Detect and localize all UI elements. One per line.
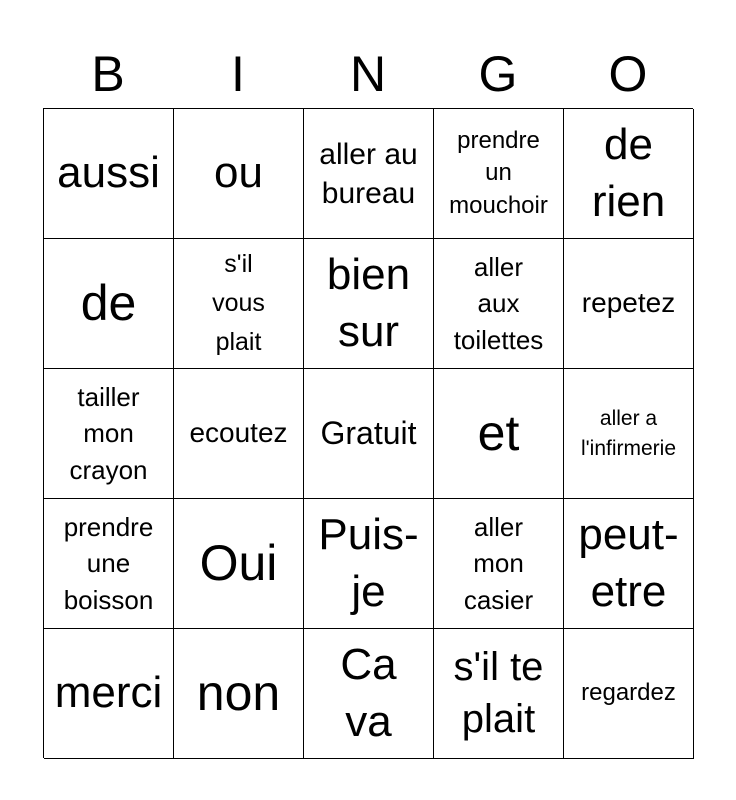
header-letter-n: N — [349, 46, 387, 102]
bingo-cell[interactable] — [304, 109, 434, 239]
cell-text: merci — [54, 668, 163, 718]
header-letter-g: G — [478, 46, 518, 102]
cell-text: Oui — [199, 534, 278, 591]
bingo-cell[interactable] — [174, 499, 304, 629]
bingo-cell[interactable] — [434, 239, 564, 369]
bingo-cell[interactable] — [174, 109, 304, 239]
bingo-cell[interactable] — [44, 369, 174, 499]
bingo-cell[interactable] — [174, 369, 304, 499]
bingo-cell[interactable] — [434, 109, 564, 239]
cell-text: repetez — [581, 287, 676, 319]
bingo-cell[interactable] — [434, 629, 564, 759]
bingo-cell[interactable] — [44, 499, 174, 629]
bingo-header — [43, 40, 693, 108]
cell-text: aller mon casier — [463, 511, 534, 615]
bingo-cell[interactable] — [564, 499, 694, 629]
cell-text: aller aux toilettes — [453, 251, 544, 355]
cell-text: prendre une boisson — [63, 511, 154, 615]
cell-text: Puis- je — [318, 510, 419, 616]
bingo-cell[interactable] — [304, 239, 434, 369]
bingo-cell[interactable] — [304, 499, 434, 629]
cell-text: ou — [214, 148, 263, 198]
cell-text: prendre un mouchoir — [449, 126, 548, 219]
bingo-card — [43, 108, 693, 758]
header-letter-b: B — [91, 46, 125, 102]
cell-text: aller a l'infirmerie — [580, 407, 677, 460]
bingo-cell[interactable] — [564, 109, 694, 239]
cell-text: peut- etre — [578, 510, 679, 616]
cell-text: tailler mon crayon — [69, 381, 148, 485]
bingo-cell[interactable] — [434, 369, 564, 499]
cell-text: de — [80, 274, 137, 331]
bingo-cell[interactable] — [304, 369, 434, 499]
bingo-cell[interactable] — [44, 629, 174, 759]
cell-text: aller au bureau — [319, 137, 418, 210]
bingo-cell[interactable] — [44, 239, 174, 369]
header-letter-o: O — [608, 46, 648, 102]
cell-text: ecoutez — [189, 417, 288, 449]
cell-text: aussi — [57, 148, 160, 198]
bingo-cell[interactable] — [434, 499, 564, 629]
header-letter-i: I — [231, 46, 245, 102]
bingo-cell[interactable] — [564, 629, 694, 759]
cell-text: non — [196, 664, 281, 721]
bingo-cell[interactable] — [44, 109, 174, 239]
cell-text: Gratuit — [320, 414, 417, 451]
cell-text: bien sur — [326, 250, 411, 356]
cell-text: s'il te plait — [453, 645, 544, 741]
cell-text: Ca va — [340, 640, 397, 746]
cell-text: s'il vous plait — [212, 250, 265, 356]
bingo-cell[interactable] — [564, 369, 694, 499]
bingo-cell[interactable] — [304, 629, 434, 759]
bingo-cell[interactable] — [174, 239, 304, 369]
cell-text: de rien — [591, 120, 666, 226]
bingo-cell[interactable] — [564, 239, 694, 369]
cell-text: regardez — [581, 679, 676, 707]
cell-text: et — [477, 404, 520, 461]
bingo-cell[interactable] — [174, 629, 304, 759]
